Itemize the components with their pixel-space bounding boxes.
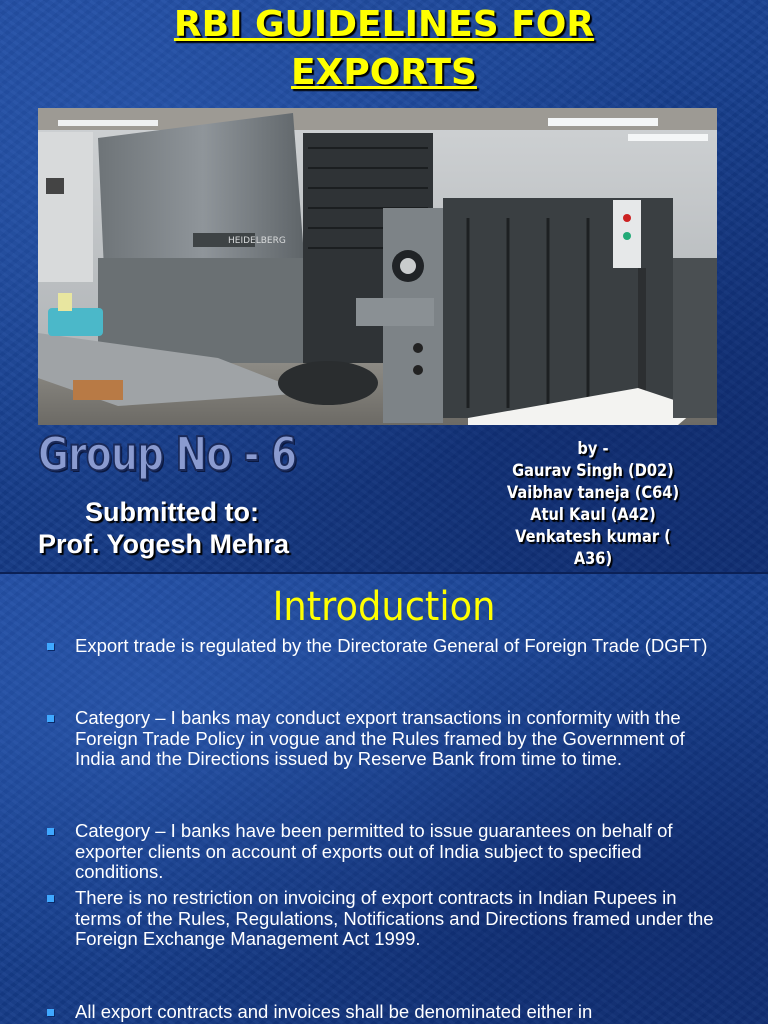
bullet-item bbox=[75, 1002, 725, 1023]
printing-machine-photo bbox=[38, 108, 717, 425]
slide-title-line-1: RBI GUIDELINES FOR bbox=[173, 4, 595, 45]
bullet-marker-icon bbox=[47, 828, 54, 835]
bullet-text: Category – I banks may conduct export transactions in conformity with the Foreign Trade Policy in vogue and the Rules framed by the Government of India and the Directions issued by Reserve Bank from time to time. bbox=[75, 707, 685, 769]
member-4: Venkatesh kumar ( A36) bbox=[515, 527, 671, 569]
bullet-item bbox=[75, 708, 725, 770]
member-1: Gaurav Singh (D02) bbox=[512, 461, 674, 481]
bullet-item bbox=[75, 821, 725, 883]
slide-title-line-2: EXPORTS bbox=[291, 52, 477, 93]
bullet-item bbox=[75, 888, 725, 950]
authors-block bbox=[488, 438, 698, 570]
member-3: Atul Kaul (A42) bbox=[530, 505, 656, 525]
group-number: Group No - 6 bbox=[38, 427, 297, 481]
bullet-item bbox=[75, 636, 725, 657]
bullet-marker-icon bbox=[47, 895, 54, 902]
machine-brand-label: HEIDELBERG bbox=[228, 236, 286, 246]
bullet-text: All export contracts and invoices shall be denominated either in bbox=[75, 1001, 593, 1022]
introduction-slide bbox=[0, 574, 768, 1024]
introduction-heading: Introduction bbox=[272, 584, 496, 630]
bullet-text: There is no restriction on invoicing of export contracts in Indian Rupees in terms of the Rules, Regulations, Notifications and Directions framed under the Foreign Exchange Management Act 1999. bbox=[75, 887, 714, 949]
bullet-text: Export trade is regulated by the Directorate General of Foreign Trade (DGFT) bbox=[75, 635, 708, 656]
by-label: by - bbox=[577, 439, 609, 459]
professor-name: Prof. Yogesh Mehra bbox=[38, 529, 290, 559]
bullet-marker-icon bbox=[47, 715, 54, 722]
bullet-marker-icon bbox=[47, 643, 54, 650]
member-2: Vaibhav taneja (C64) bbox=[506, 483, 680, 503]
bullet-marker-icon bbox=[47, 1009, 54, 1016]
bullet-text: Category – I banks have been permitted to issue guarantees on behalf of exporter clients on account of exports out of India subject to specified conditions. bbox=[75, 820, 673, 882]
submitted-to-label: Submitted to: bbox=[85, 497, 259, 527]
